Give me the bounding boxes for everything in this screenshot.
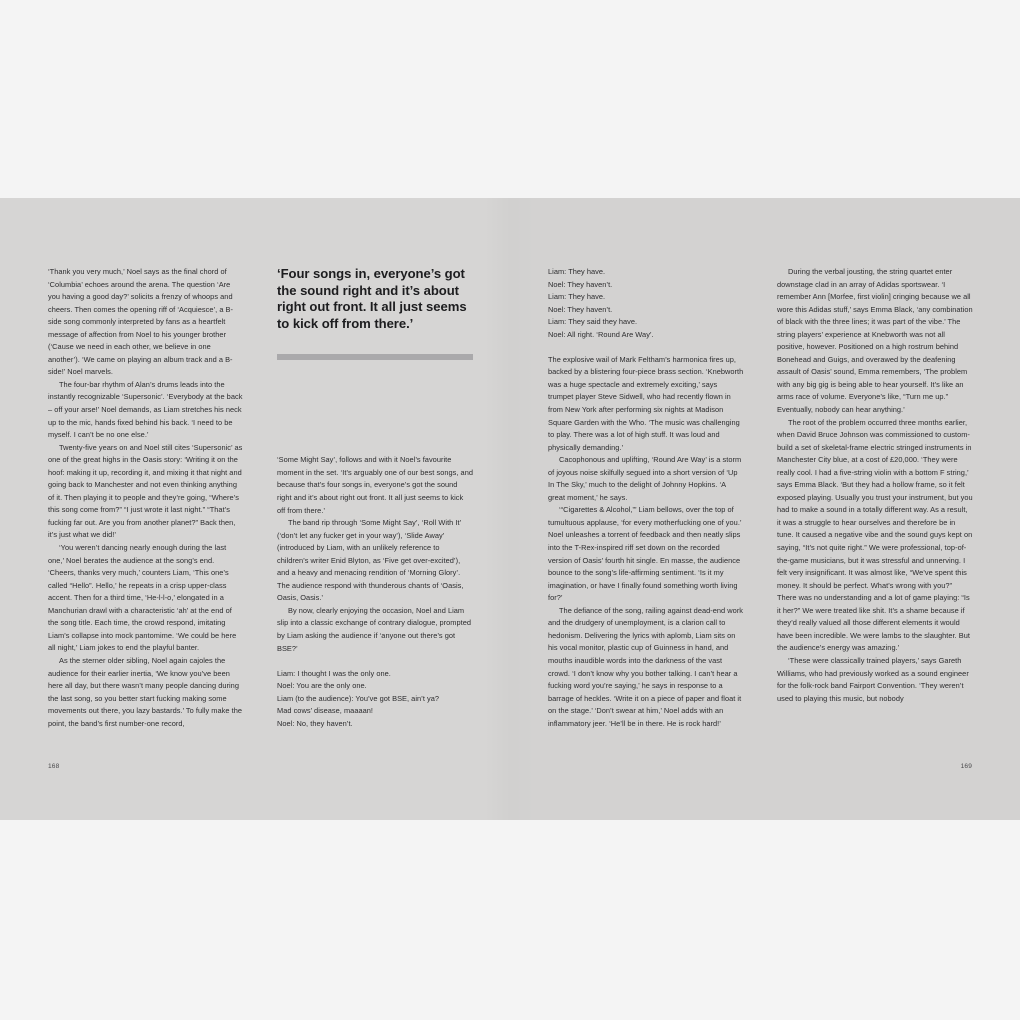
paragraph: The explosive wail of Mark Feltham’s harmonica fires up, backed by a blistering four-piece brass section. ‘Knebworth was a huge spectacle and extremely exciting,’ says trumpet player Steve Sidwell, who had recently flown in from New York after performing six nights at Madison Square Garden with the Who. ‘The music was challenging to play. There was a lot of high stuff. It was loud and physically demanding.’: [548, 354, 744, 452]
paragraph: ‘“Cigarettes & Alcohol,”’ Liam bellows, over the top of tumultuous applause, ‘for every motherfucking one of you.’ Noel unleashes a torrent of feedback and then neatly slips into the T-Rex-inspired riff set down on the recorded version of Oasis’ fourth hit single. En masse, the audience bounce to the song’s life-affirming sentiment. ‘Is it my imagination, or have I finally found something worth living for?’: [548, 505, 742, 603]
left-page-columns: [48, 266, 473, 730]
page-number-right: 169: [960, 763, 972, 770]
right-page: [510, 198, 1020, 820]
column-4: [777, 266, 973, 730]
paragraph: The root of the problem occurred three months earlier, when David Bruce Johnson was commissioned to custom-build a set of skeletal-frame electric stringed instruments in Manchester City blue, at a cost of £20,000. ‘They were really cool. I had a five-string violin with a bottom F string,’ says Emma Black. ‘But they had a hollow frame, so it felt exposed playing. Usually you trust your instrument, but you had to make a sound in a totally different way. As a result, it was a struggle to hear ourselves and therefore be in tune. It caused a negative vibe and the sound guys kept on saying, “It’s not quite right.” We were professional, top-of-the-game musicians, but it was stressful and unnerving. I felt very insignificant. It was almost like, “We’ve spent this money. It should be perfect. What’s wrong with you?” There was no understanding and a lot of game playing: “Is it her?” We were treated like shit. It’s a shame because if they’d really valued all those different elements it would have been incredible. We were lambs to the slaughter. But the audience’s energy was amazing.’: [777, 417, 973, 653]
paragraph: ‘Some Might Say’, follows and with it Noel’s favourite moment in the set. ‘It’s arguably one of our best songs, and because that’s four songs in, everyone’s got the sound right and it’s about right out front. It all just seems to kick off from there.’: [277, 455, 473, 515]
paragraph: During the verbal jousting, the string quartet enter downstage clad in an array of Adidas sportswear. ‘I remember Ann [Morfee, first violin] cringing because we all wore this Adidas stuff,’ says Emma Black, ‘any combination of black with the three lines; it was part of the vibe.’ The string players’ experience at Knebworth was not all positive, however. Positioned on a high rostrum behind Bonehead and Guigs, and overawed by the deafening assault of Oasis’ sound, Emma remembers, ‘The problem with any big gig is being able to hear yourself. It’s like an arms race of volume. Everyone’s like, “Turn me up.” Eventually, nobody can hear anything.’: [777, 267, 973, 415]
paragraph: The band rip through ‘Some Might Say’, ‘Roll With It’ (‘don’t let any fucker get in your way’), ‘Slide Away’ (introduced by Liam, with an unlikely reference to children’s writer Enid Blyton, as ‘Five get over-excited’), and a heavy and menacing rendition of ‘Morning Glory’. The audience respond with thunderous chants of ‘Oasis, Oasis, Oasis.’: [277, 518, 464, 603]
paragraph: ‘Thank you very much,’ Noel says as the final chord of ‘Columbia’ echoes around the arena. The question ‘Are you having a good day?’ solicits a frenzy of whoops and cheers. Then comes the opening riff of ‘Acquiesce’, a B-side song commonly interpreted by fans as a heartfelt message of affection from Noel to his younger brother (‘Cause we need in each other, we believe in one another’). ‘We came on playing an album track and a B-side!’ Noel marvels.: [48, 267, 234, 377]
page-number-left: 168: [48, 763, 60, 770]
left-page: [0, 198, 510, 820]
dialogue-line: Noel: They haven’t.: [548, 279, 613, 289]
paragraph: As the sterner older sibling, Noel again cajoles the audience for their earlier inertia, ‘We know you’ve been here all day, but there wasn’t many people dancing during the last song, so you better start fucking making some movements out there, you lazy bastards.’ To fully make the point, the band’s first number-one record,: [48, 655, 242, 728]
column-3: [548, 266, 744, 730]
dialogue-line: Liam: They said they have.: [548, 317, 638, 327]
book-spread: [0, 198, 1020, 820]
paragraph: By now, clearly enjoying the occasion, Noel and Liam slip into a classic exchange of contrary dialogue, prompted by Liam asking the audience if ‘anyone out there’s got BSE?’: [277, 605, 472, 653]
column-1: [48, 266, 244, 730]
dialogue-line: Noel: All right. ‘Round Are Way’.: [548, 329, 654, 339]
dialogue-line: Noel: They haven’t.: [548, 304, 613, 314]
paragraph: The defiance of the song, railing against dead-end work and the drudgery of unemployment, is a clarion call to hedonism. Delivering the lyrics with aplomb, Liam sits on his vocal monitor, plastic cup of Guinness in hand, and mouths inaudible words into the darkness of the vast crowd. ‘I don’t know why you bother talking. I can’t hear a fucking word you’re saying,’ he says in response to a barrage of heckles. ‘Write it on a piece of paper and float it on the stage.’ ‘Don’t swear at him,’ Noel adds with an inflammatory jeer. ‘He’ll be in there. He is rock hard!’: [548, 605, 744, 728]
paragraph: ‘You weren’t dancing nearly enough during the last one,’ Noel berates the audience at the song’s end. ‘Cheers, thanks very much,’ counters Liam, ‘This one’s called “Hello”. Hello,’ he repeats in a crisp upper-class accent. Then for a third time, ‘He-l-l-o,’ elongated in a Manchurian drawl with a characteristic ‘ah’ at the end of the song title. Each time, the crowd respond, imitating Liam’s collapse into mock pantomime. ‘We could be here all night,’ Liam jokes to end the playful banter.: [48, 543, 237, 653]
paragraph: Twenty-five years on and Noel still cites ‘Supersonic’ as one of the great highs in the Oasis story: ‘Writing it on the hoof: making it up, recording it, and mixing it that night and going back to Manchester and not even thinking anything of it. Then playing it to people and they’re going, “Where’s this song come from?” “I just wrote it last night.” “That’s fucking far out. Are you from another planet?” Back then, it’s just what we did!’: [48, 442, 243, 540]
dialogue-line: Liam (to the audience): You’ve got BSE, ain’t ya?: [277, 693, 440, 703]
dialogue-line: Liam: They have.: [548, 267, 606, 276]
paragraph: The four-bar rhythm of Alan’s drums leads into the instantly recognizable ‘Supersonic’. ‘Everybody at the back – off your arse!’ Noel demands, as Liam stretches his neck up to the mic, hands fixed behind his back. ‘I need to be myself. I can’t be no one else.’: [48, 379, 243, 440]
right-page-columns: [548, 266, 973, 730]
dialogue-line: Liam: I thought I was the only one.: [277, 668, 391, 678]
pull-quote: ‘Four songs in, everyone’s got the sound right and it’s about right out front. It all just seems to kick off from there.’: [277, 266, 467, 331]
column-2: [277, 266, 473, 730]
dialogue-line: Noel: You are the only one.: [277, 681, 367, 691]
dialogue-line: Noel: No, they haven’t.: [277, 718, 353, 728]
paragraph: ‘These were classically trained players,’ says Gareth Williams, who had previously worked as a sound engineer for the folk-rock band Fairport Convention. ‘They weren’t used to playing this music, but nobody: [777, 655, 969, 703]
dialogue-line: Liam: They have.: [548, 292, 606, 302]
pull-quote-block: [277, 266, 473, 360]
paragraph: Cacophonous and uplifting, ‘Round Are Way’ is a storm of joyous noise skilfully segued into a short version of ‘Up In The Sky,’ much to the delight of Johnny Hopkins. ‘A great moment,’ he says.: [548, 455, 742, 502]
dialogue-line: Mad cows’ disease, maaaan!: [277, 706, 373, 716]
pull-quote-rule: [277, 354, 473, 360]
